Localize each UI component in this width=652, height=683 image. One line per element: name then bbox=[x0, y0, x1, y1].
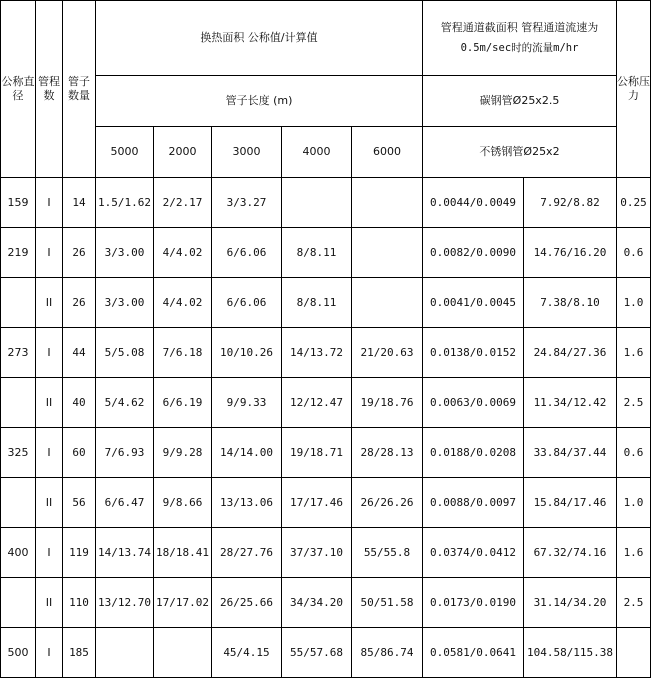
cell-area-3000: 6/6.06 bbox=[212, 278, 282, 328]
table-row bbox=[1, 478, 651, 528]
cell-area-3000: 14/14.00 bbox=[212, 428, 282, 478]
cell-channel-area: 0.0063/0.0069 bbox=[423, 378, 524, 428]
cell-channel-area: 0.0173/0.0190 bbox=[423, 578, 524, 628]
cell-area-4000: 19/18.71 bbox=[282, 428, 352, 478]
header-length-5000: 5000 bbox=[96, 127, 154, 178]
table-row bbox=[1, 578, 651, 628]
cell-tube-count: 56 bbox=[63, 478, 96, 528]
cell-area-5000: 6/6.47 bbox=[96, 478, 154, 528]
table-row bbox=[1, 628, 651, 678]
cell-area-2000: 7/6.18 bbox=[154, 328, 212, 378]
header-tube-count: 管子数量 bbox=[63, 1, 96, 178]
header-length-4000: 4000 bbox=[282, 127, 352, 178]
cell-area-6000: 28/28.13 bbox=[352, 428, 423, 478]
cell-area-6000 bbox=[352, 178, 423, 228]
cell-area-4000: 37/37.10 bbox=[282, 528, 352, 578]
cell-area-5000: 3/3.00 bbox=[96, 278, 154, 328]
cell-area-4000: 14/13.72 bbox=[282, 328, 352, 378]
cell-nominal-pressure: 2.5 bbox=[617, 378, 651, 428]
cell-area-2000: 4/4.02 bbox=[154, 278, 212, 328]
cell-area-2000: 17/17.02 bbox=[154, 578, 212, 628]
header-nominal-pressure: 公称压力 bbox=[617, 1, 651, 178]
cell-area-4000: 12/12.47 bbox=[282, 378, 352, 428]
cell-tube-pass: I bbox=[36, 178, 63, 228]
cell-nominal-pressure: 0.25 bbox=[617, 178, 651, 228]
cell-nominal-diameter bbox=[1, 278, 36, 328]
cell-flow-rate: 67.32/74.16 bbox=[524, 528, 617, 578]
cell-area-6000 bbox=[352, 278, 423, 328]
cell-tube-count: 119 bbox=[63, 528, 96, 578]
cell-tube-pass: I bbox=[36, 428, 63, 478]
cell-channel-area: 0.0088/0.0097 bbox=[423, 478, 524, 528]
cell-tube-pass: II bbox=[36, 278, 63, 328]
cell-channel-area: 0.0082/0.0090 bbox=[423, 228, 524, 278]
cell-nominal-diameter: 159 bbox=[1, 178, 36, 228]
cell-flow-rate: 7.92/8.82 bbox=[524, 178, 617, 228]
cell-area-5000: 14/13.74 bbox=[96, 528, 154, 578]
cell-area-3000: 45/4.15 bbox=[212, 628, 282, 678]
cell-area-5000: 3/3.00 bbox=[96, 228, 154, 278]
cell-nominal-pressure: 0.6 bbox=[617, 428, 651, 478]
header-tube-length: 管子长度 (m) bbox=[96, 76, 423, 127]
cell-channel-area: 0.0188/0.0208 bbox=[423, 428, 524, 478]
header-channel-line1: 管程通道截面积 管程通道流速为 bbox=[440, 21, 599, 34]
header-nominal-diameter: 公称直径 bbox=[1, 1, 36, 178]
cell-nominal-diameter bbox=[1, 578, 36, 628]
cell-area-6000: 19/18.76 bbox=[352, 378, 423, 428]
cell-area-5000: 5/5.08 bbox=[96, 328, 154, 378]
cell-tube-count: 40 bbox=[63, 378, 96, 428]
cell-area-2000: 9/9.28 bbox=[154, 428, 212, 478]
cell-area-2000: 9/8.66 bbox=[154, 478, 212, 528]
cell-area-3000: 28/27.76 bbox=[212, 528, 282, 578]
cell-channel-area: 0.0374/0.0412 bbox=[423, 528, 524, 578]
cell-area-4000: 55/57.68 bbox=[282, 628, 352, 678]
cell-flow-rate: 24.84/27.36 bbox=[524, 328, 617, 378]
header-stainless-steel: 不锈钢管Ø25x2 bbox=[423, 127, 617, 178]
cell-nominal-pressure: 2.5 bbox=[617, 578, 651, 628]
cell-channel-area: 0.0138/0.0152 bbox=[423, 328, 524, 378]
cell-channel-area: 0.0044/0.0049 bbox=[423, 178, 524, 228]
cell-tube-pass: II bbox=[36, 578, 63, 628]
cell-nominal-pressure: 1.0 bbox=[617, 278, 651, 328]
cell-area-3000: 26/25.66 bbox=[212, 578, 282, 628]
cell-nominal-diameter: 500 bbox=[1, 628, 36, 678]
header-heat-area: 换热面积 公称值/计算值 bbox=[96, 1, 423, 76]
cell-area-6000: 85/86.74 bbox=[352, 628, 423, 678]
table-row bbox=[1, 178, 651, 228]
cell-area-6000 bbox=[352, 228, 423, 278]
cell-area-2000: 18/18.41 bbox=[154, 528, 212, 578]
cell-tube-count: 110 bbox=[63, 578, 96, 628]
header-length-6000: 6000 bbox=[352, 127, 423, 178]
cell-area-6000: 55/55.8 bbox=[352, 528, 423, 578]
header-tube-pass: 管程数 bbox=[36, 1, 63, 178]
cell-flow-rate: 31.14/34.20 bbox=[524, 578, 617, 628]
cell-area-6000: 26/26.26 bbox=[352, 478, 423, 528]
cell-area-4000: 8/8.11 bbox=[282, 228, 352, 278]
cell-area-2000: 4/4.02 bbox=[154, 228, 212, 278]
cell-area-5000: 5/4.62 bbox=[96, 378, 154, 428]
cell-area-4000: 8/8.11 bbox=[282, 278, 352, 328]
cell-channel-area: 0.0041/0.0045 bbox=[423, 278, 524, 328]
cell-tube-pass: I bbox=[36, 528, 63, 578]
cell-area-5000 bbox=[96, 628, 154, 678]
cell-tube-count: 14 bbox=[63, 178, 96, 228]
cell-nominal-diameter: 325 bbox=[1, 428, 36, 478]
cell-flow-rate: 11.34/12.42 bbox=[524, 378, 617, 428]
header-channel-line2: 0.5m/sec时的流量m/hr bbox=[460, 42, 579, 54]
cell-nominal-pressure: 1.0 bbox=[617, 478, 651, 528]
table-row bbox=[1, 228, 651, 278]
cell-area-3000: 9/9.33 bbox=[212, 378, 282, 428]
cell-area-3000: 6/6.06 bbox=[212, 228, 282, 278]
cell-flow-rate: 15.84/17.46 bbox=[524, 478, 617, 528]
cell-channel-area: 0.0581/0.0641 bbox=[423, 628, 524, 678]
table-row bbox=[1, 278, 651, 328]
cell-tube-count: 26 bbox=[63, 278, 96, 328]
cell-flow-rate: 104.58/115.38 bbox=[524, 628, 617, 678]
cell-tube-pass: I bbox=[36, 228, 63, 278]
cell-flow-rate: 33.84/37.44 bbox=[524, 428, 617, 478]
cell-area-6000: 21/20.63 bbox=[352, 328, 423, 378]
cell-area-4000: 34/34.20 bbox=[282, 578, 352, 628]
cell-nominal-diameter: 273 bbox=[1, 328, 36, 378]
cell-nominal-pressure: 1.6 bbox=[617, 328, 651, 378]
table-row bbox=[1, 328, 651, 378]
cell-tube-count: 26 bbox=[63, 228, 96, 278]
cell-area-4000 bbox=[282, 178, 352, 228]
cell-nominal-pressure bbox=[617, 628, 651, 678]
cell-area-6000: 50/51.58 bbox=[352, 578, 423, 628]
cell-area-3000: 13/13.06 bbox=[212, 478, 282, 528]
table-row bbox=[1, 428, 651, 478]
header-length-3000: 3000 bbox=[212, 127, 282, 178]
cell-nominal-diameter bbox=[1, 378, 36, 428]
cell-flow-rate: 7.38/8.10 bbox=[524, 278, 617, 328]
cell-area-5000: 1.5/1.62 bbox=[96, 178, 154, 228]
cell-tube-pass: I bbox=[36, 328, 63, 378]
table-row bbox=[1, 378, 651, 428]
cell-nominal-diameter bbox=[1, 478, 36, 528]
cell-area-2000: 6/6.19 bbox=[154, 378, 212, 428]
cell-tube-pass: II bbox=[36, 478, 63, 528]
cell-flow-rate: 14.76/16.20 bbox=[524, 228, 617, 278]
cell-nominal-pressure: 0.6 bbox=[617, 228, 651, 278]
cell-area-4000: 17/17.46 bbox=[282, 478, 352, 528]
cell-area-5000: 7/6.93 bbox=[96, 428, 154, 478]
table-row bbox=[1, 528, 651, 578]
cell-nominal-diameter: 400 bbox=[1, 528, 36, 578]
cell-area-2000 bbox=[154, 628, 212, 678]
cell-tube-count: 44 bbox=[63, 328, 96, 378]
header-channel-area bbox=[423, 1, 617, 76]
header-carbon-steel: 碳钢管Ø25x2.5 bbox=[423, 76, 617, 127]
cell-nominal-diameter: 219 bbox=[1, 228, 36, 278]
cell-tube-pass: I bbox=[36, 628, 63, 678]
cell-area-3000: 3/3.27 bbox=[212, 178, 282, 228]
cell-area-2000: 2/2.17 bbox=[154, 178, 212, 228]
cell-tube-pass: II bbox=[36, 378, 63, 428]
cell-tube-count: 185 bbox=[63, 628, 96, 678]
cell-area-3000: 10/10.26 bbox=[212, 328, 282, 378]
header-length-2000: 2000 bbox=[154, 127, 212, 178]
cell-nominal-pressure: 1.6 bbox=[617, 528, 651, 578]
cell-area-5000: 13/12.70 bbox=[96, 578, 154, 628]
cell-tube-count: 60 bbox=[63, 428, 96, 478]
table-body bbox=[1, 178, 651, 678]
